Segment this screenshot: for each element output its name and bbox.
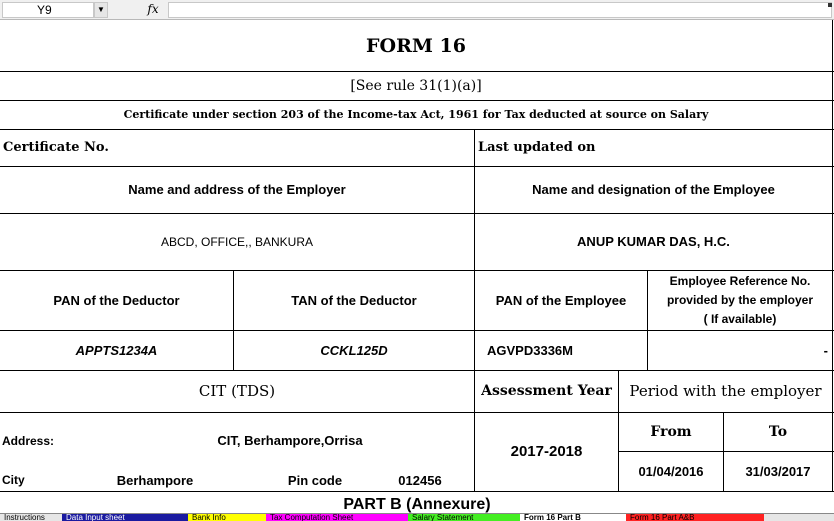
tan-deductor-value[interactable]: CCKL125D xyxy=(320,342,388,358)
rule-reference: [See rule 31(1)(a)] xyxy=(350,77,482,94)
city-value[interactable]: Berhampore xyxy=(116,472,194,488)
part-b-heading: PART B (Annexure) xyxy=(343,496,491,513)
sheet-tab-instructions[interactable]: Instructions xyxy=(4,514,45,521)
chevron-down-icon[interactable]: ▼ xyxy=(94,2,108,18)
employee-label: Name and designation of the Employee xyxy=(532,182,775,197)
tan-deductor-label: TAN of the Deductor xyxy=(291,292,417,308)
row-line xyxy=(0,491,834,492)
sheet-tab-form16-part-ab[interactable]: Form 16 Part A&B xyxy=(626,514,764,521)
employer-value[interactable]: ABCD, OFFICE,, BANKURA xyxy=(160,234,314,249)
last-updated-label: Last updated on xyxy=(478,140,596,155)
sheet-tab-salary-statement[interactable]: Salary Statement xyxy=(408,514,526,521)
to-date[interactable]: 31/03/2017 xyxy=(745,464,811,479)
period-label: Period with the employer xyxy=(629,382,822,400)
employer-label: Name and address of the Employer xyxy=(128,182,346,197)
assessment-year-value[interactable]: 2017-2018 xyxy=(510,443,583,460)
sheet-marker xyxy=(828,3,832,7)
cit-label: CIT (TDS) xyxy=(198,382,276,400)
from-label: From xyxy=(650,423,692,440)
sheet-tab-form16-part-b[interactable]: Form 16 Part B xyxy=(520,514,632,521)
to-label: To xyxy=(768,423,788,440)
sheet-tab-tax-computation[interactable]: Tax Computation Sheet xyxy=(266,514,414,521)
sheet-tab-strip xyxy=(0,513,834,521)
sheet-tab-data-input[interactable]: Data Input sheet xyxy=(62,514,194,521)
address-value[interactable]: CIT, Berhampore,Orrisa xyxy=(217,432,363,448)
name-box[interactable]: Y9 xyxy=(2,2,94,18)
formula-input[interactable] xyxy=(168,2,832,18)
from-date[interactable]: 01/04/2016 xyxy=(638,464,704,479)
emp-ref-label-line: provided by the employer xyxy=(666,293,814,307)
form-title: FORM 16 xyxy=(366,34,466,57)
sheet-tab-bank-info[interactable]: Bank Info xyxy=(188,514,272,521)
employee-value[interactable]: ANUP KUMAR DAS, H.C. xyxy=(577,234,730,249)
pan-employee-label: PAN of the Employee xyxy=(495,292,627,308)
pan-deductor-value[interactable]: APPTS1234A xyxy=(75,342,158,358)
assessment-year-label: Assessment Year xyxy=(481,383,612,399)
emp-ref-label xyxy=(648,272,832,330)
certificate-no-label: Certificate No. xyxy=(3,140,109,155)
emp-ref-label-line: ( If available) xyxy=(703,312,777,326)
pin-label: Pin code xyxy=(287,472,343,488)
pan-employee-value[interactable]: AGVPD3336M xyxy=(487,342,573,358)
city-label: City xyxy=(2,473,25,487)
pan-deductor-label: PAN of the Deductor xyxy=(53,292,180,308)
col-line xyxy=(832,20,833,492)
insert-function-button[interactable]: fx xyxy=(147,2,159,16)
pin-value[interactable]: 012456 xyxy=(398,472,442,488)
emp-ref-label-line: Employee Reference No. xyxy=(669,274,811,288)
certificate-caption: Certificate under section 203 of the Income-tax Act, 1961 for Tax deducted at source on Salary xyxy=(123,108,709,121)
address-label: Address: xyxy=(2,434,55,448)
emp-ref-value[interactable]: - xyxy=(823,342,828,358)
